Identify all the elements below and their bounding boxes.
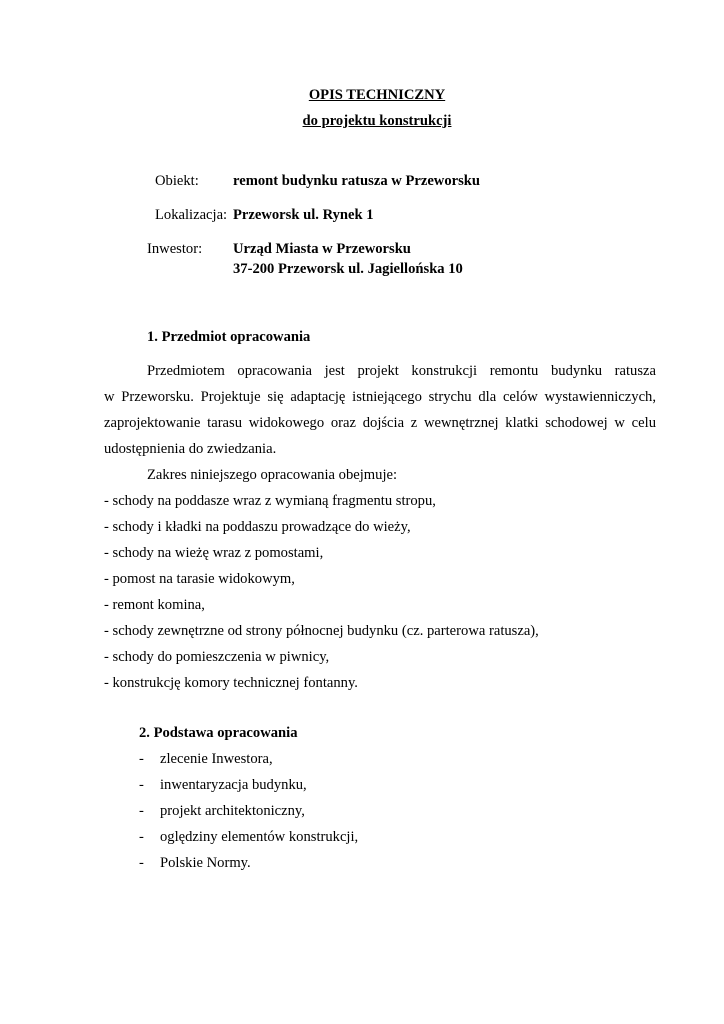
scope-item: - schody zewnętrzne od strony północnej budynku (cz. parterowa ratusza), <box>104 623 539 639</box>
scope-item: - remont komina, <box>104 597 205 613</box>
document-title: OPIS TECHNICZNY <box>308 87 446 103</box>
scope-item: - konstrukcję komory technicznej fontanny. <box>104 675 358 691</box>
investor-label: Inwestor: <box>147 241 203 257</box>
basis-item: inwentaryzacja budynku, <box>160 777 307 793</box>
location-value: Przeworsk ul. Rynek 1 <box>233 207 374 223</box>
basis-item: Polskie Normy. <box>160 855 251 871</box>
scope-item: - schody do pomieszczenia w piwnicy, <box>104 649 330 665</box>
paragraph-line: Przedmiotem opracowania jest projekt konstrukcji remontu budynku ratusza <box>147 363 656 379</box>
paragraph-line: udostępnienia do zwiedzania. <box>104 441 277 457</box>
scope-item: - pomost na tarasie widokowym, <box>104 571 295 587</box>
investor-address: 37-200 Przeworsk ul. Jagiellońska 10 <box>233 261 463 277</box>
basis-item: oględziny elementów konstrukcji, <box>160 829 359 845</box>
paragraph-line: zaprojektowanie tarasu widokowego oraz dojścia z wewnętrznej klatki schodowej w celu <box>104 415 656 431</box>
document-subtitle: do projektu konstrukcji <box>302 113 452 129</box>
list-bullet: - <box>139 803 144 819</box>
section1-heading: 1. Przedmiot opracowania <box>147 329 311 345</box>
object-value: remont budynku ratusza w Przeworsku <box>233 173 481 189</box>
basis-item: zlecenie Inwestora, <box>160 751 273 767</box>
scope-item: - schody na wieżę wraz z pomostami, <box>104 545 324 561</box>
investor-name: Urząd Miasta w Przeworsku <box>233 241 411 257</box>
list-bullet: - <box>139 777 144 793</box>
scope-item: - schody na poddasze wraz z wymianą fragmentu stropu, <box>104 493 436 509</box>
scope-item: - schody i kładki na poddaszu prowadzące do wieży, <box>104 519 411 535</box>
list-bullet: - <box>139 751 144 767</box>
scope-intro: Zakres niniejszego opracowania obejmuje: <box>147 467 398 483</box>
section2-heading: 2. Podstawa opracowania <box>139 725 298 741</box>
location-label: Lokalizacja: <box>155 207 228 223</box>
object-label: Obiekt: <box>155 173 199 189</box>
paragraph-line: w Przeworsku. Projektuje się adaptację istniejącego strychu dla celów wystawienniczych, <box>104 389 656 405</box>
list-bullet: - <box>139 829 144 845</box>
list-bullet: - <box>139 855 144 871</box>
basis-item: projekt architektoniczny, <box>160 803 305 819</box>
